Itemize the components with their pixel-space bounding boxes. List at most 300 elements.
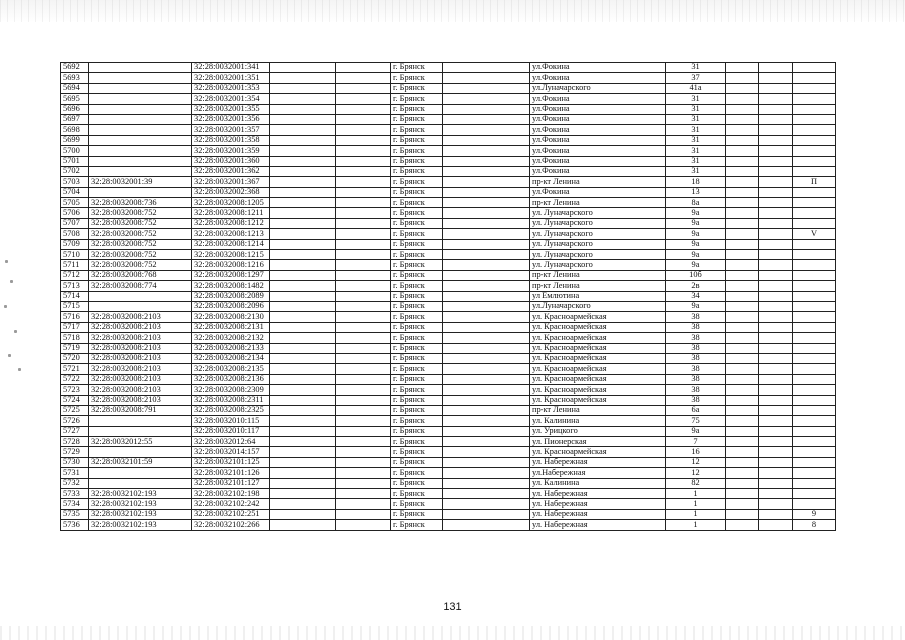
empty-cell	[726, 478, 759, 488]
empty-cell	[759, 405, 793, 415]
parent-cadastral-cell: 32:28:0032008:2103	[89, 353, 192, 363]
house-number-cell: 9а	[666, 218, 726, 228]
street-cell: ул.Луначарского	[530, 83, 666, 93]
street-cell: ул. Красноармейская	[530, 353, 666, 363]
row-number-cell: 5696	[61, 104, 89, 114]
parent-cadastral-cell: 32:28:0032008:2103	[89, 385, 192, 395]
city-cell: г. Брянск	[391, 520, 443, 530]
empty-cell	[336, 437, 391, 447]
cadastral-number-cell: 32:28:0032101:127	[192, 478, 270, 488]
empty-cell	[726, 94, 759, 104]
empty-cell	[759, 437, 793, 447]
parent-cadastral-cell	[89, 416, 192, 426]
cadastral-number-cell: 32:28:0032001:358	[192, 135, 270, 145]
empty-cell	[726, 291, 759, 301]
empty-cell	[759, 385, 793, 395]
house-number-cell: 37	[666, 73, 726, 83]
empty-cell	[759, 478, 793, 488]
empty-cell	[759, 489, 793, 499]
empty-cell	[759, 343, 793, 353]
empty-cell	[726, 270, 759, 280]
house-number-cell: 38	[666, 353, 726, 363]
table-row	[61, 146, 836, 156]
street-cell: ул.Фокина	[530, 94, 666, 104]
empty-cell	[759, 177, 793, 187]
empty-cell	[726, 187, 759, 197]
house-number-cell: 9а	[666, 239, 726, 249]
empty-cell	[336, 343, 391, 353]
empty-cell	[759, 281, 793, 291]
mark-cell	[793, 63, 836, 73]
row-number-cell: 5717	[61, 322, 89, 332]
empty-cell	[726, 208, 759, 218]
house-number-cell: 31	[666, 63, 726, 73]
cadastral-number-cell: 32:28:0032001:351	[192, 73, 270, 83]
empty-cell	[726, 447, 759, 457]
row-number-cell: 5729	[61, 447, 89, 457]
cadastral-number-cell: 32:28:0032008:2325	[192, 405, 270, 415]
table-row	[61, 208, 836, 218]
table-row	[61, 73, 836, 83]
empty-cell	[759, 156, 793, 166]
cadastral-registry-table	[60, 62, 836, 531]
table-row	[61, 343, 836, 353]
city-cell: г. Брянск	[391, 94, 443, 104]
row-number-cell: 5728	[61, 437, 89, 447]
scan-top-edge	[0, 0, 905, 22]
empty-cell	[270, 63, 336, 73]
cadastral-number-cell: 32:28:0032001:341	[192, 63, 270, 73]
street-cell: ул.Фокина	[530, 125, 666, 135]
row-number-cell: 5725	[61, 405, 89, 415]
empty-cell	[443, 374, 530, 384]
parent-cadastral-cell	[89, 83, 192, 93]
cadastral-number-cell: 32:28:0032102:266	[192, 520, 270, 530]
parent-cadastral-cell	[89, 104, 192, 114]
parent-cadastral-cell: 32:28:0032102:193	[89, 520, 192, 530]
street-cell: ул. Набережная	[530, 489, 666, 499]
table-row	[61, 322, 836, 332]
city-cell: г. Брянск	[391, 198, 443, 208]
empty-cell	[336, 229, 391, 239]
parent-cadastral-cell: 32:28:0032008:2103	[89, 343, 192, 353]
cadastral-number-cell: 32:28:0032102:242	[192, 499, 270, 509]
city-cell: г. Брянск	[391, 63, 443, 73]
row-number-cell: 5699	[61, 135, 89, 145]
empty-cell	[759, 270, 793, 280]
row-number-cell: 5694	[61, 83, 89, 93]
empty-cell	[443, 343, 530, 353]
mark-cell	[793, 426, 836, 436]
street-cell: ул. Луначарского	[530, 218, 666, 228]
parent-cadastral-cell	[89, 63, 192, 73]
parent-cadastral-cell: 32:28:0032101:59	[89, 457, 192, 467]
parent-cadastral-cell	[89, 301, 192, 311]
city-cell: г. Брянск	[391, 312, 443, 322]
empty-cell	[726, 499, 759, 509]
empty-cell	[726, 114, 759, 124]
empty-cell	[336, 250, 391, 260]
empty-cell	[336, 260, 391, 270]
empty-cell	[443, 239, 530, 249]
empty-cell	[336, 385, 391, 395]
street-cell: ул.Фокина	[530, 104, 666, 114]
parent-cadastral-cell	[89, 125, 192, 135]
empty-cell	[270, 166, 336, 176]
parent-cadastral-cell: 32:28:0032008:752	[89, 260, 192, 270]
table-row	[61, 333, 836, 343]
empty-cell	[759, 520, 793, 530]
street-cell: ул.Луначарского	[530, 301, 666, 311]
empty-cell	[336, 509, 391, 519]
table-row	[61, 364, 836, 374]
table-row	[61, 489, 836, 499]
empty-cell	[336, 125, 391, 135]
empty-cell	[270, 156, 336, 166]
empty-cell	[443, 229, 530, 239]
empty-cell	[336, 135, 391, 145]
cadastral-number-cell: 32:28:0032008:1213	[192, 229, 270, 239]
street-cell: ул.Фокина	[530, 156, 666, 166]
city-cell: г. Брянск	[391, 73, 443, 83]
empty-cell	[270, 208, 336, 218]
empty-cell	[759, 457, 793, 467]
cadastral-number-cell: 32:28:0032008:1216	[192, 260, 270, 270]
street-cell: ул. Набережная	[530, 509, 666, 519]
city-cell: г. Брянск	[391, 146, 443, 156]
empty-cell	[443, 509, 530, 519]
house-number-cell: 38	[666, 374, 726, 384]
empty-cell	[270, 478, 336, 488]
empty-cell	[270, 218, 336, 228]
mark-cell	[793, 166, 836, 176]
empty-cell	[443, 364, 530, 374]
table-row	[61, 83, 836, 93]
house-number-cell: 8а	[666, 198, 726, 208]
cadastral-number-cell: 32:28:0032008:2136	[192, 374, 270, 384]
cadastral-number-cell: 32:28:0032008:1205	[192, 198, 270, 208]
empty-cell	[759, 114, 793, 124]
table-row	[61, 94, 836, 104]
table-row	[61, 218, 836, 228]
empty-cell	[726, 239, 759, 249]
empty-cell	[443, 478, 530, 488]
city-cell: г. Брянск	[391, 468, 443, 478]
house-number-cell: 31	[666, 94, 726, 104]
city-cell: г. Брянск	[391, 322, 443, 332]
empty-cell	[336, 395, 391, 405]
empty-cell	[270, 520, 336, 530]
cadastral-number-cell: 32:28:0032008:1482	[192, 281, 270, 291]
empty-cell	[759, 426, 793, 436]
city-cell: г. Брянск	[391, 156, 443, 166]
empty-cell	[759, 353, 793, 363]
empty-cell	[443, 114, 530, 124]
empty-cell	[726, 73, 759, 83]
street-cell: ул. Красноармейская	[530, 322, 666, 332]
mark-cell	[793, 239, 836, 249]
table-row	[61, 104, 836, 114]
empty-cell	[270, 177, 336, 187]
empty-cell	[336, 198, 391, 208]
city-cell: г. Брянск	[391, 437, 443, 447]
mark-cell	[793, 353, 836, 363]
city-cell: г. Брянск	[391, 395, 443, 405]
street-cell: ул. Набережная	[530, 520, 666, 530]
empty-cell	[443, 218, 530, 228]
row-number-cell: 5722	[61, 374, 89, 384]
house-number-cell: 38	[666, 385, 726, 395]
mark-cell	[793, 333, 836, 343]
empty-cell	[336, 499, 391, 509]
cadastral-number-cell: 32:28:0032102:198	[192, 489, 270, 499]
empty-cell	[336, 177, 391, 187]
city-cell: г. Брянск	[391, 125, 443, 135]
empty-cell	[443, 135, 530, 145]
empty-cell	[726, 83, 759, 93]
mark-cell	[793, 187, 836, 197]
mark-cell	[793, 385, 836, 395]
empty-cell	[270, 135, 336, 145]
empty-cell	[336, 114, 391, 124]
row-number-cell: 5716	[61, 312, 89, 322]
parent-cadastral-cell	[89, 447, 192, 457]
empty-cell	[336, 291, 391, 301]
street-cell: ул. Красноармейская	[530, 312, 666, 322]
mark-cell	[793, 301, 836, 311]
cadastral-number-cell: 32:28:0032008:2130	[192, 312, 270, 322]
empty-cell	[759, 333, 793, 343]
street-cell: пр-кт Ленина	[530, 177, 666, 187]
house-number-cell: 38	[666, 312, 726, 322]
city-cell: г. Брянск	[391, 478, 443, 488]
city-cell: г. Брянск	[391, 218, 443, 228]
empty-cell	[336, 166, 391, 176]
street-cell: ул.Фокина	[530, 135, 666, 145]
parent-cadastral-cell: 32:28:0032008:752	[89, 239, 192, 249]
empty-cell	[443, 146, 530, 156]
mark-cell	[793, 104, 836, 114]
row-number-cell: 5693	[61, 73, 89, 83]
table-row	[61, 312, 836, 322]
parent-cadastral-cell: 32:28:0032008:2103	[89, 395, 192, 405]
empty-cell	[759, 208, 793, 218]
row-number-cell: 5732	[61, 478, 89, 488]
empty-cell	[270, 104, 336, 114]
city-cell: г. Брянск	[391, 135, 443, 145]
empty-cell	[759, 83, 793, 93]
empty-cell	[443, 187, 530, 197]
row-number-cell: 5727	[61, 426, 89, 436]
house-number-cell: 12	[666, 468, 726, 478]
city-cell: г. Брянск	[391, 281, 443, 291]
empty-cell	[759, 63, 793, 73]
row-number-cell: 5714	[61, 291, 89, 301]
page-number: 131	[443, 601, 462, 613]
house-number-cell: 82	[666, 478, 726, 488]
empty-cell	[336, 468, 391, 478]
empty-cell	[726, 229, 759, 239]
empty-cell	[270, 250, 336, 260]
house-number-cell: 38	[666, 333, 726, 343]
row-number-cell: 5695	[61, 94, 89, 104]
parent-cadastral-cell	[89, 291, 192, 301]
mark-cell	[793, 447, 836, 457]
row-number-cell: 5692	[61, 63, 89, 73]
street-cell: ул.Набережная	[530, 468, 666, 478]
empty-cell	[443, 520, 530, 530]
street-cell: ул. Калинина	[530, 478, 666, 488]
mark-cell	[793, 395, 836, 405]
empty-cell	[270, 468, 336, 478]
empty-cell	[336, 520, 391, 530]
empty-cell	[443, 156, 530, 166]
city-cell: г. Брянск	[391, 114, 443, 124]
empty-cell	[726, 177, 759, 187]
house-number-cell: 31	[666, 156, 726, 166]
house-number-cell: 1	[666, 489, 726, 499]
house-number-cell: 16	[666, 447, 726, 457]
street-cell: ул. Луначарского	[530, 229, 666, 239]
mark-cell	[793, 343, 836, 353]
parent-cadastral-cell: 32:28:0032008:2103	[89, 322, 192, 332]
empty-cell	[759, 499, 793, 509]
cadastral-number-cell: 32:28:0032001:367	[192, 177, 270, 187]
row-number-cell: 5724	[61, 395, 89, 405]
empty-cell	[759, 104, 793, 114]
empty-cell	[336, 83, 391, 93]
empty-cell	[726, 374, 759, 384]
empty-cell	[759, 166, 793, 176]
empty-cell	[443, 468, 530, 478]
empty-cell	[726, 218, 759, 228]
city-cell: г. Брянск	[391, 177, 443, 187]
empty-cell	[726, 156, 759, 166]
table-row	[61, 509, 836, 519]
mark-cell	[793, 468, 836, 478]
row-number-cell: 5715	[61, 301, 89, 311]
empty-cell	[726, 104, 759, 114]
parent-cadastral-cell	[89, 187, 192, 197]
city-cell: г. Брянск	[391, 239, 443, 249]
row-number-cell: 5704	[61, 187, 89, 197]
cadastral-number-cell: 32:28:0032012:64	[192, 437, 270, 447]
empty-cell	[443, 447, 530, 457]
table-row	[61, 229, 836, 239]
empty-cell	[759, 447, 793, 457]
empty-cell	[759, 364, 793, 374]
empty-cell	[726, 489, 759, 499]
mark-cell	[793, 125, 836, 135]
empty-cell	[443, 457, 530, 467]
house-number-cell: 34	[666, 291, 726, 301]
row-number-cell: 5702	[61, 166, 89, 176]
empty-cell	[336, 353, 391, 363]
empty-cell	[336, 478, 391, 488]
city-cell: г. Брянск	[391, 333, 443, 343]
empty-cell	[270, 114, 336, 124]
empty-cell	[443, 198, 530, 208]
row-number-cell: 5711	[61, 260, 89, 270]
mark-cell: П	[793, 177, 836, 187]
row-number-cell: 5733	[61, 489, 89, 499]
city-cell: г. Брянск	[391, 405, 443, 415]
empty-cell	[336, 374, 391, 384]
house-number-cell: 41а	[666, 83, 726, 93]
street-cell: ул. Урицкого	[530, 426, 666, 436]
city-cell: г. Брянск	[391, 83, 443, 93]
empty-cell	[726, 333, 759, 343]
table-row	[61, 250, 836, 260]
table-row	[61, 395, 836, 405]
street-cell: ул. Луначарского	[530, 260, 666, 270]
house-number-cell: 13	[666, 187, 726, 197]
mark-cell	[793, 250, 836, 260]
street-cell: ул. Красноармейская	[530, 343, 666, 353]
row-number-cell: 5736	[61, 520, 89, 530]
empty-cell	[270, 322, 336, 332]
empty-cell	[759, 187, 793, 197]
empty-cell	[336, 364, 391, 374]
empty-cell	[270, 489, 336, 499]
empty-cell	[270, 364, 336, 374]
cadastral-number-cell: 32:28:0032001:354	[192, 94, 270, 104]
empty-cell	[726, 457, 759, 467]
house-number-cell: 9а	[666, 250, 726, 260]
empty-cell	[726, 405, 759, 415]
empty-cell	[726, 322, 759, 332]
row-number-cell: 5706	[61, 208, 89, 218]
parent-cadastral-cell: 32:28:0032008:791	[89, 405, 192, 415]
table-row	[61, 437, 836, 447]
street-cell: ул.Фокина	[530, 187, 666, 197]
table-row	[61, 187, 836, 197]
mark-cell: 8	[793, 520, 836, 530]
house-number-cell: 2в	[666, 281, 726, 291]
cadastral-number-cell: 32:28:0032001:362	[192, 166, 270, 176]
house-number-cell: 38	[666, 322, 726, 332]
row-number-cell: 5701	[61, 156, 89, 166]
empty-cell	[336, 73, 391, 83]
empty-cell	[336, 281, 391, 291]
street-cell: ул.Фокина	[530, 73, 666, 83]
empty-cell	[443, 395, 530, 405]
house-number-cell: 1	[666, 520, 726, 530]
table-row	[61, 416, 836, 426]
empty-cell	[726, 395, 759, 405]
mark-cell	[793, 135, 836, 145]
house-number-cell: 31	[666, 114, 726, 124]
house-number-cell: 75	[666, 416, 726, 426]
empty-cell	[759, 73, 793, 83]
parent-cadastral-cell: 32:28:0032008:752	[89, 208, 192, 218]
parent-cadastral-cell	[89, 468, 192, 478]
table-row	[61, 260, 836, 270]
house-number-cell: 9а	[666, 229, 726, 239]
empty-cell	[726, 312, 759, 322]
house-number-cell: 9а	[666, 208, 726, 218]
cadastral-number-cell: 32:28:0032008:2132	[192, 333, 270, 343]
empty-cell	[336, 187, 391, 197]
empty-cell	[726, 509, 759, 519]
row-number-cell: 5708	[61, 229, 89, 239]
empty-cell	[726, 166, 759, 176]
empty-cell	[443, 104, 530, 114]
empty-cell	[336, 416, 391, 426]
street-cell: ул. Луначарского	[530, 250, 666, 260]
empty-cell	[270, 73, 336, 83]
empty-cell	[443, 426, 530, 436]
